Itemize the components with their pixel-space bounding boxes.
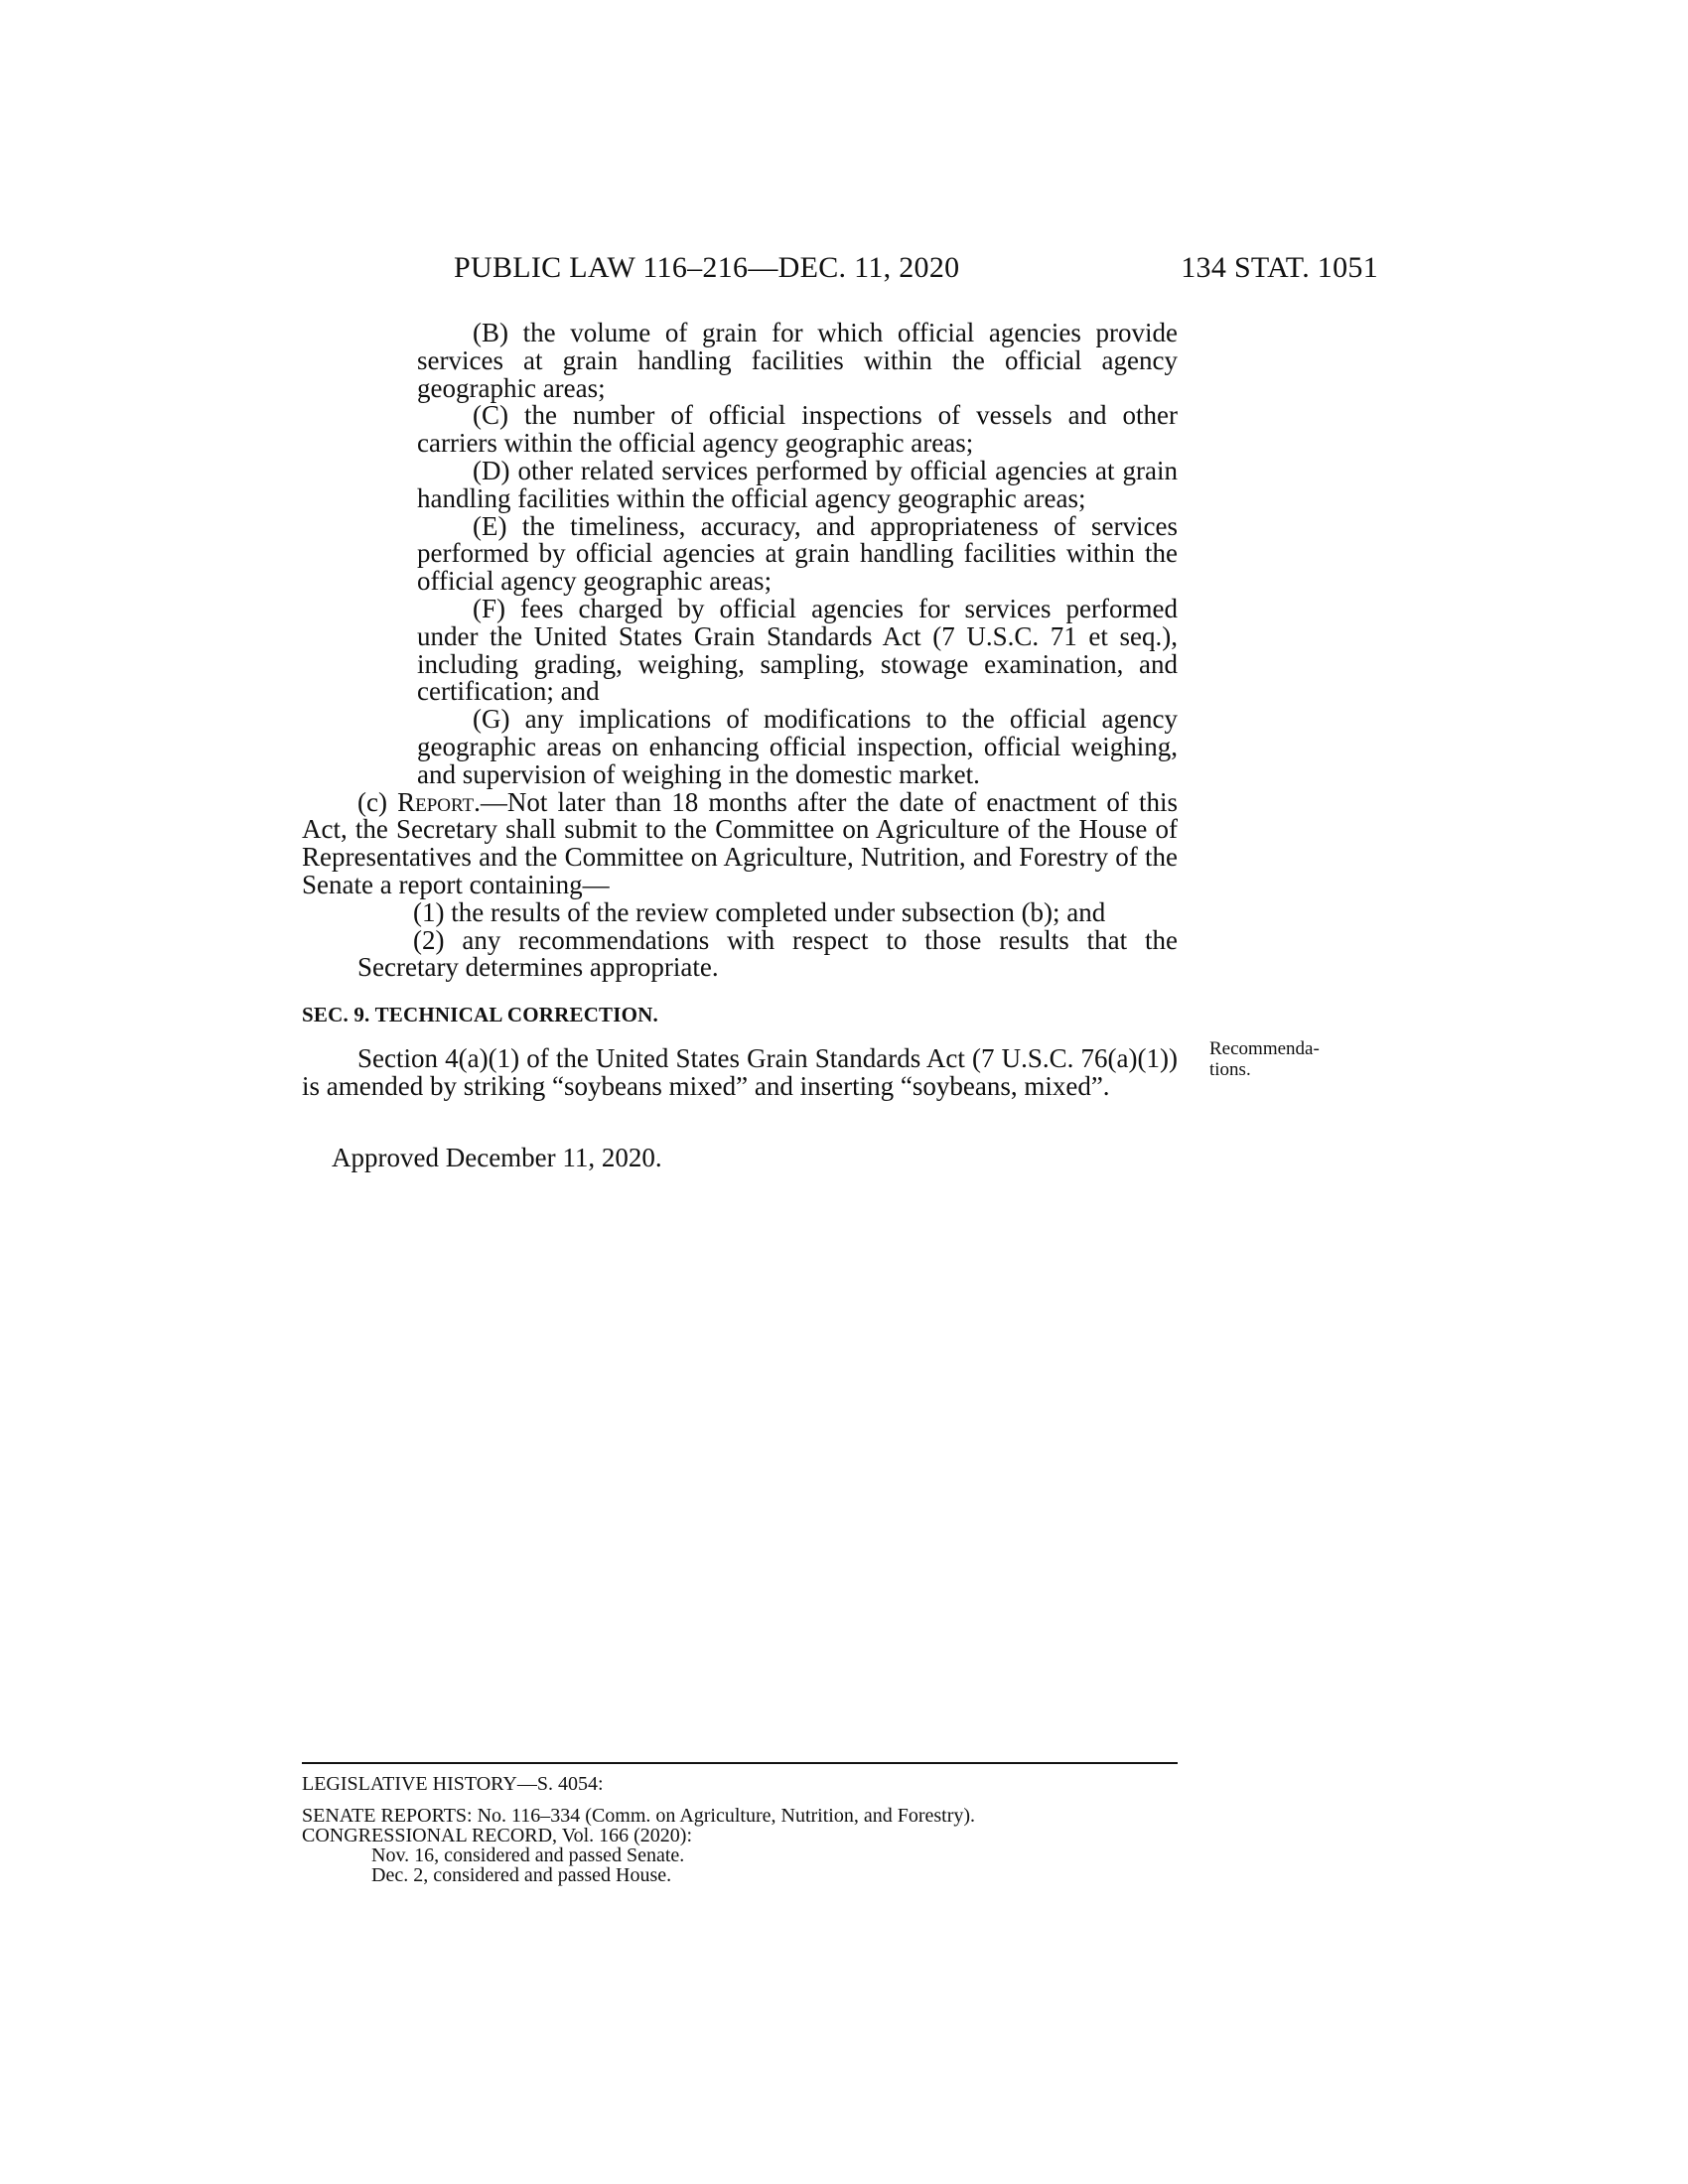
subparagraph-e: (E) the timeliness, accuracy, and appropriateness of services performed by official agencies at grain handling facilities within the official agency geographic areas; bbox=[417, 510, 1178, 597]
statute-page-reference: 134 STAT. 1051 bbox=[1181, 251, 1378, 284]
public-law-title: PUBLIC LAW 116–216—DEC. 11, 2020 bbox=[454, 251, 960, 284]
subparagraph-b: (B) the volume of grain for which official agencies provide services at grain handling facilities within the official agency geographic areas; bbox=[417, 318, 1178, 403]
report-heading: Report bbox=[397, 786, 475, 817]
approval-date: Approved December 11, 2020. bbox=[332, 1142, 662, 1172]
subparagraph-f: (F) fees charged by official agencies for services performed under the United States Grain Standards Act (7 U.S.C. 71 et seq.), including grading, weighing, sampling, stowage examination, and certification; and bbox=[417, 593, 1178, 707]
report-item-1: (1) the results of the review completed under subsection (b); and bbox=[413, 896, 1106, 927]
congressional-record: CONGRESSIONAL RECORD, Vol. 166 (2020): bbox=[302, 1825, 692, 1846]
senate-reports: SENATE REPORTS: No. 116–334 (Comm. on Agriculture, Nutrition, and Forestry). bbox=[302, 1805, 976, 1827]
legislative-history-title: LEGISLATIVE HISTORY—S. 4054: bbox=[302, 1773, 604, 1795]
section-9-heading: SEC. 9. TECHNICAL CORRECTION. bbox=[302, 1003, 658, 1027]
subparagraph-c: (C) the number of official inspections of vessels and other carriers within the official agency geographic areas; bbox=[417, 400, 1178, 459]
legislative-history bbox=[302, 1762, 1178, 1885]
subsection-c-report bbox=[302, 786, 1179, 899]
record-entry: Dec. 2, considered and passed House. bbox=[371, 1864, 672, 1886]
footnote-divider bbox=[302, 1762, 1178, 1764]
report-item-2: (2) any recommendations with respect to those results that the Secretary determines appropriate. bbox=[357, 924, 1178, 983]
subparagraph-g: (G) any implications of modifications to the official agency geographic areas on enhancing official inspection, official weighing, and supervision of weighing in the domestic market. bbox=[417, 704, 1178, 789]
report-text: .—Not later than 18 months after the date of enactment of this Act, the Secretary shall submit to the Committee on Agriculture of the House of Representatives and the Committee on Agriculture, Nutrition, and Forestry of the Senate a report containing— bbox=[302, 786, 1179, 899]
section-9-text: Section 4(a)(1) of the United States Grain Standards Act (7 U.S.C. 76(a)(1)) is amended by striking “soybeans mixed” and inserting “soybeans, mixed”. bbox=[302, 1042, 1178, 1101]
record-entry: Nov. 16, considered and passed Senate. bbox=[371, 1844, 685, 1866]
margin-note: Recommenda- tions. bbox=[1209, 1038, 1320, 1080]
subparagraph-d: (D) other related services performed by official agencies at grain handling facilities within the official agency geographic areas; bbox=[417, 455, 1178, 513]
running-head bbox=[298, 248, 1378, 288]
subsection-c-prefix: (c) bbox=[357, 786, 398, 817]
body-text bbox=[302, 320, 1178, 1171]
